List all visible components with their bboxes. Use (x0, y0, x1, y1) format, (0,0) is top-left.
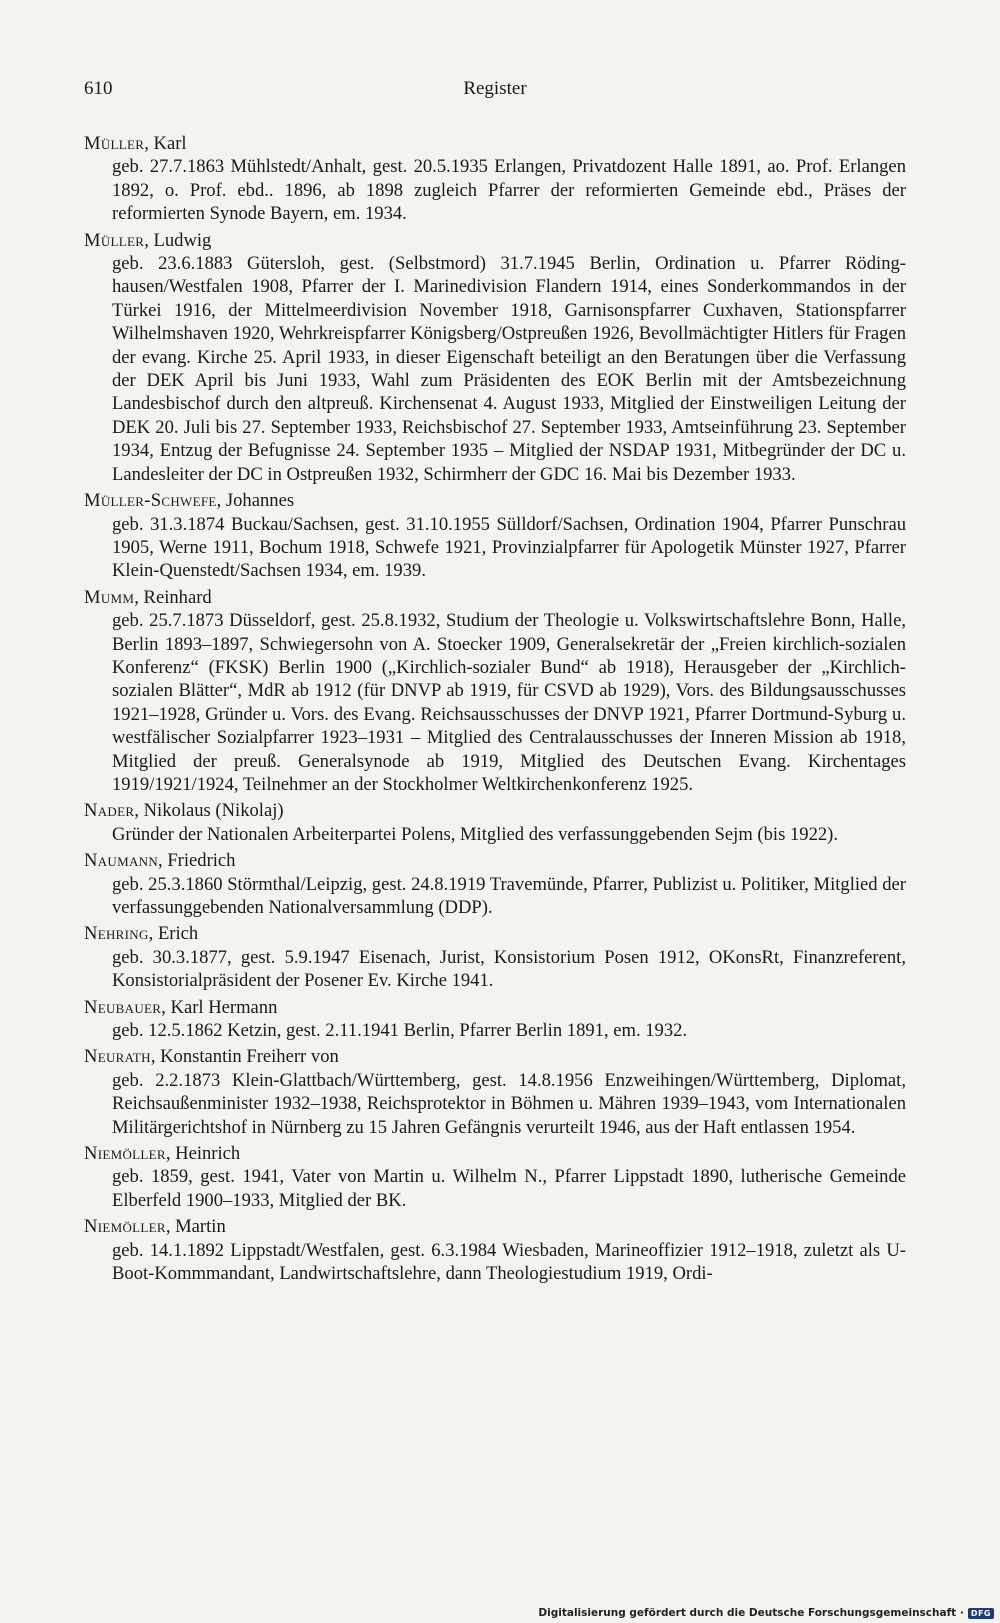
dfg-logo-icon: DFG (968, 1608, 994, 1619)
digitization-footer (538, 1607, 994, 1619)
register-entry (84, 1045, 906, 1139)
entry-name (84, 132, 906, 155)
footer-credit: Digitalisierung gefördert durch die Deutsche Forschungsgemeinschaft · (538, 1607, 964, 1619)
entry-surname: Nader (84, 800, 135, 822)
entry-name (84, 1045, 906, 1068)
entry-surname: Neubauer (84, 996, 162, 1018)
entry-surname: Niemöller (84, 1216, 166, 1238)
entry-given-name: , Reinhard (134, 586, 212, 608)
page-number: 610 (84, 78, 113, 99)
entry-surname: Niemöller (84, 1143, 166, 1165)
entry-name (84, 1142, 906, 1165)
entry-surname: Nehring (84, 923, 149, 945)
entry-name (84, 229, 906, 252)
entry-text: Gründer der Nationalen Arbeiterpartei Polens, Mitglied des verfassunggebenden Sejm (bis 1922). (112, 823, 839, 845)
entry-surname: Neurath (84, 1046, 151, 1068)
entry-name (84, 1215, 906, 1238)
entry-name (84, 922, 906, 945)
register-entry (84, 586, 906, 797)
entry-given-name: , Nikolaus (Nikolaj) (134, 800, 284, 822)
entry-given-name: , Ludwig (144, 229, 212, 251)
entry-surname: Mumm (84, 586, 135, 608)
entry-given-name: , Martin (165, 1216, 226, 1238)
entry-surname: Naumann (84, 850, 159, 872)
entry-name (84, 996, 906, 1019)
entry-text: geb. 1859, gest. 1941, Vater von Martin u. Wilhelm N., Pfarrer Lippstadt 1890, lutherische Gemeinde Elberfeld 1900–1933, Mitglied der BK. (112, 1166, 906, 1211)
entry-name (84, 489, 906, 512)
register-entry (84, 922, 906, 992)
register-entry (84, 132, 906, 226)
page-header (84, 78, 906, 106)
entry-text: geb. 31.3.1874 Buckau/Sachsen, gest. 31.10.1955 Sülldorf/Sachsen, Ordination 1904, Pfarrer Punschrau 1905, Werne 1911, Bochum 1918, Schwefe 1921, Provinzialpfarrer für Apologetik Münster 1927, Pfarrer Klein-Quenstedt/Sachsen 1934, em. 1939. (112, 513, 906, 582)
entry-given-name: , Heinrich (165, 1143, 241, 1165)
entry-name (84, 849, 906, 872)
entry-text: geb. 12.5.1862 Ketzin, gest. 2.11.1941 Berlin, Pfarrer Berlin 1891, em. 1932. (112, 1020, 688, 1042)
entry-surname: Müller (84, 133, 145, 154)
entry-text: geb. 25.3.1860 Störmthal/Leipzig, gest. 24.8.1919 Travemünde, Pfarrer, Publizist u. Politiker, Mitglied der verfassunggebenden Nationalversammlung (DDP). (112, 873, 906, 918)
running-head: Register (463, 78, 527, 99)
register-entry (84, 1215, 906, 1285)
register-entry (84, 996, 906, 1043)
register-entry (84, 1142, 906, 1212)
entry-given-name: , Karl (144, 133, 187, 154)
entry-text: geb. 27.7.1863 Mühlstedt/Anhalt, gest. 20.5.1935 Erlangen, Privatdozent Halle 1891, ao. Prof. Erlangen 1892, o. Prof. ebd.. 1896, ab 1898 zugleich Pfarrer der reformierten Gemeinde ebd., Präses der reformierten Synode Bayern, em. 1934. (112, 156, 906, 225)
entry-given-name: , Konstantin Freiherr von (150, 1046, 339, 1068)
register-entry (84, 229, 906, 486)
entry-surname: Müller (84, 229, 145, 251)
entry-given-name: , Erich (148, 923, 199, 945)
entry-name (84, 586, 906, 609)
entry-text: geb. 2.2.1873 Klein-Glattbach/Württemberg, gest. 14.8.1956 Enzweihingen/Württemberg, Diplomat, Reichsaußenminister 1932–1938, Reichsprotektor in Böhmen u. Mähren 1939–1943, vom Internationalen Militärgerichtshof in Nürnberg zu 15 Jahren Gefängnis verurteilt 1946, aus der Haft entlassen 1954. (112, 1069, 906, 1138)
entry-text: geb. 14.1.1892 Lippstadt/Westfalen, gest. 6.3.1984 Wiesbaden, Marineoffizier 1912–1918, zuletzt als U-Boot-Kommmandant, Landwirtschaftslehre, dann Theologiestudium 1919, Ordi- (112, 1239, 906, 1285)
register-entry (84, 849, 906, 919)
entry-given-name: , Johannes (216, 490, 295, 512)
entry-given-name: , Friedrich (158, 850, 236, 872)
register-entry (84, 489, 906, 583)
entry-text: geb. 25.7.1873 Düsseldorf, gest. 25.8.1932, Studium der Theologie u. Volkswirtschaftslehre Bonn, Halle, Berlin 1893–1897, Schwiegersohn von A. Stoecker 1909, Generalsekretär der „Freien kirchlich-sozialen Konferenz“ (FKSK) Berlin 1900 („Kirchlich-sozialer Bund“ ab 1918), Herausgeber der „Kirchlich-sozialen Blätter“, MdR ab 1912 (für DNVP ab 1919, für CSVD ab 1929), Vors. des Bildungsausschusses 1921–1928, Gründer u. Vors. des Evang. Reichsausschusses der DNVP 1921, Pfarrer Dortmund-Syburg u. westfälischer Sozialpfarrer 1923–1931 – Mitglied des Centralausschusses der Inneren Mission ab 1918, Mitglied der preuß. Generalsynode ab 1919, Mitglied des Deutschen Evang. Kirchentages 1919/1921/1924, Teilnehmer an der Stockholmer Weltkirchenkonferenz 1925. (112, 610, 906, 795)
entry-text: geb. 23.6.1883 Gütersloh, gest. (Selbstmord) 31.7.1945 Berlin, Ordination u. Pfarrer Rödinghausen/Westfalen 1908, Pfarrer der I. Marinedivision Flandern 1914, eines Sonderkommandos in der Türkei 1916, der Mittelmeerdivision November 1918, Garnisonspfarrer Cuxhaven, Stationspfarrer Wilhelmshaven 1920, Wehrkreispfarrer Königsberg/Ostpreußen 1926, Bevollmächtigter Hitlers für Fragen der evang. Kirche 25. April 1933, in dieser Eigenschaft beteiligt an den Beratungen über die Verfassung der DEK April bis Juni 1933, Wahl zum Präsidenten des EOK Berlin mit der Amtsbezeichnung Landesbischof durch den altpreuß. Kirchensenat 4. August 1933, Mitglied der Einstweiligen Leitung der DEK 20. Juli bis 27. September 1933, Reichsbischof 27. September 1933, Amtseinführung 23. September 1934, Entzug der Befugnisse 24. September 1935 – Mitglied der NSDAP 1931, Mitbegründer der DC u. Landesleiter der DC in Ostpreußen 1932, Schirmherr der GDC 16. Mai bis Dezember 1933. (112, 253, 906, 485)
entry-surname: Müller-Schwefe (84, 490, 217, 512)
entry-given-name: , Karl Hermann (161, 996, 278, 1018)
entry-text: geb. 30.3.1877, gest. 5.9.1947 Eisenach, Jurist, Konsistorium Posen 1912, OKonsRt, Finanzreferent, Konsistorialpräsident der Posener Ev. Kirche 1941. (112, 946, 906, 992)
register-entries (84, 132, 906, 1289)
register-entry (84, 799, 906, 846)
entry-name (84, 799, 906, 822)
